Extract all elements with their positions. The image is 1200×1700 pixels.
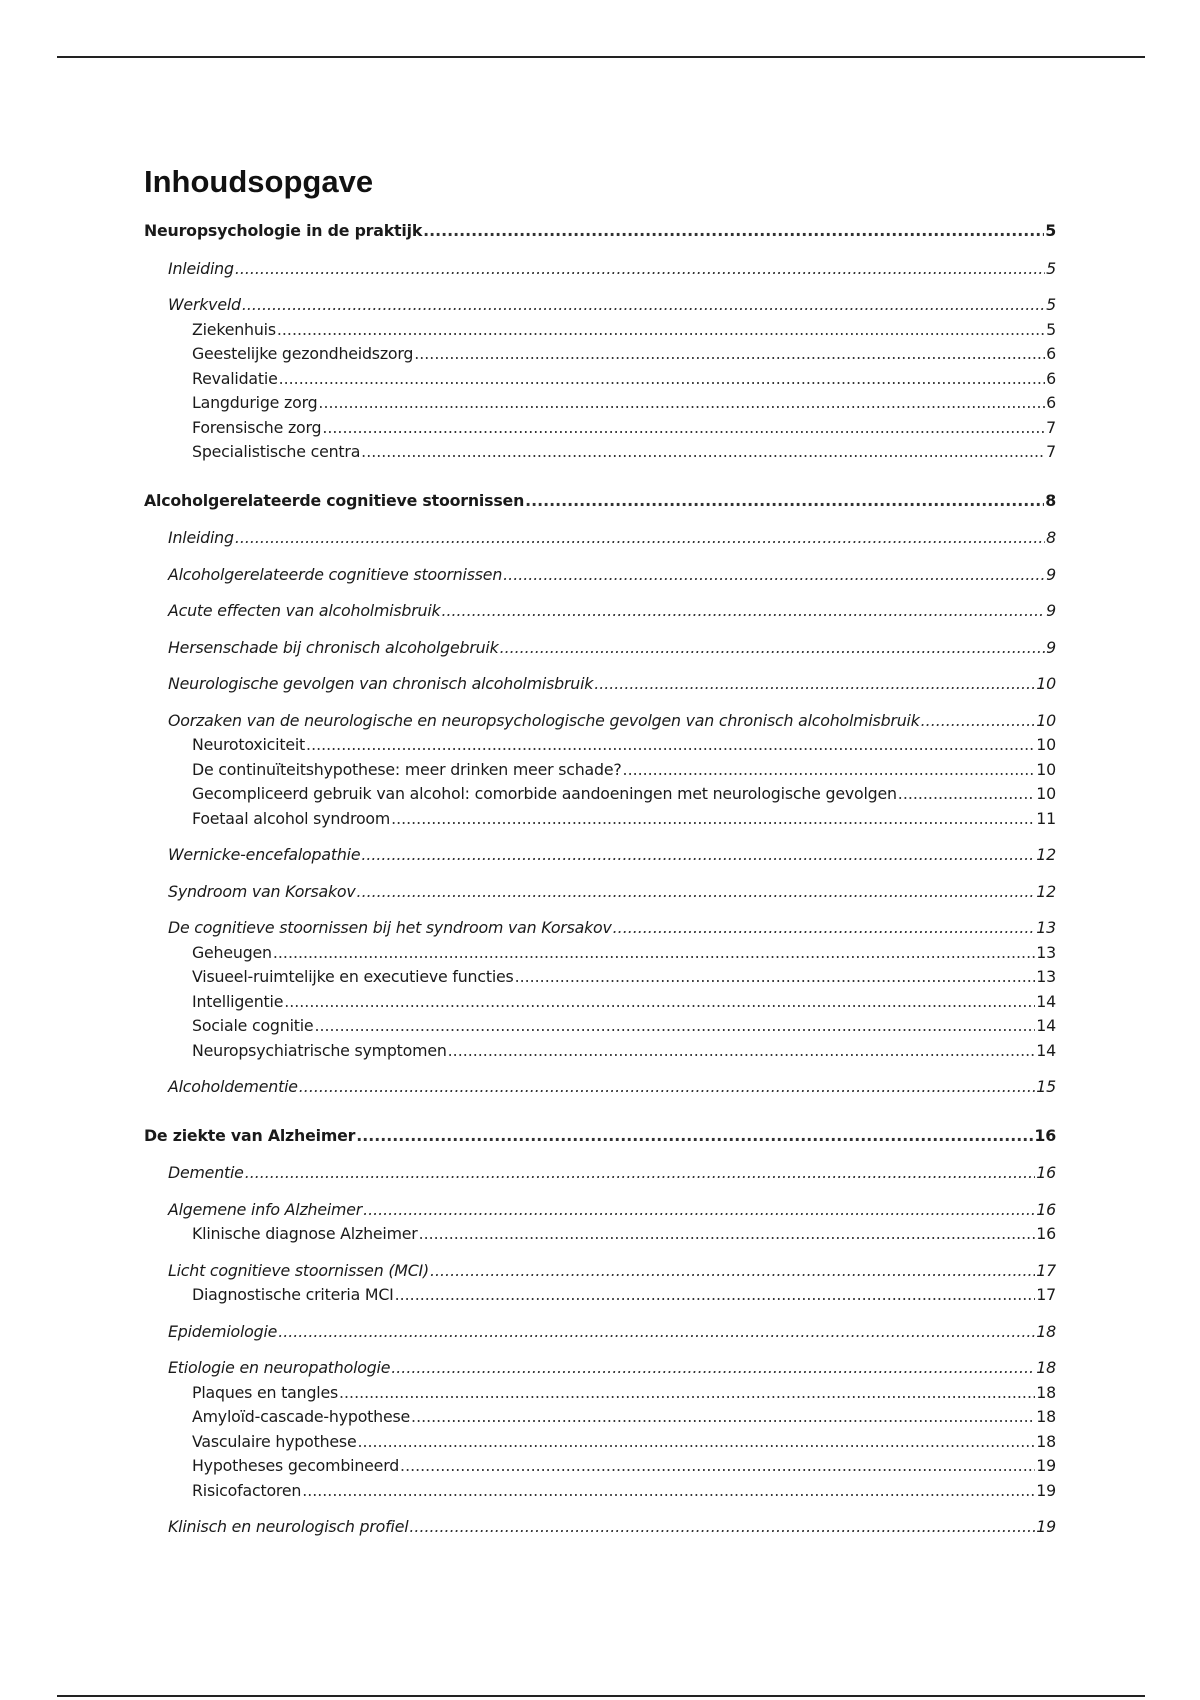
toc-entry-label: Alcoholgerelateerde cognitieve stoornissen <box>168 564 503 584</box>
toc-entry-level-3[interactable] <box>144 782 1056 807</box>
toc-entry-page-number: 19 <box>1036 1517 1056 1536</box>
toc-entry-page-number: 13 <box>1036 942 1056 962</box>
dot-leader <box>357 1430 1035 1455</box>
toc-entry-label: Intelligentie <box>192 991 284 1011</box>
dot-leader <box>921 709 1036 734</box>
toc-entry-label: Langdurige zorg <box>192 393 318 412</box>
toc-entry-page-number: 10 <box>1036 784 1056 803</box>
toc-entry-level-3[interactable] <box>144 367 1056 392</box>
toc-entry-page-number: 14 <box>1036 1016 1056 1035</box>
dot-leader <box>898 782 1036 807</box>
dot-leader <box>525 489 1044 514</box>
toc-entry-level-2[interactable] <box>144 709 1056 734</box>
dot-leader <box>613 916 1036 941</box>
toc-entry-label: Geestelijke gezondheidszorg <box>192 344 414 363</box>
toc-entry-label: Klinische diagnose Alzheimer <box>192 1224 418 1243</box>
toc-entry-page-number: 16 <box>1036 1224 1056 1243</box>
toc-entry-label: Risicofactoren <box>192 1480 302 1500</box>
toc-entry-page-number: 10 <box>1036 710 1056 730</box>
toc-entry-label: De cognitieve stoornissen bij het syndroom van Korsakov <box>168 918 612 937</box>
dot-leader <box>363 1198 1035 1223</box>
toc-entry-level-2[interactable] <box>144 1259 1056 1284</box>
toc-entry-label: Inleiding <box>168 528 234 547</box>
toc-entry-level-3[interactable] <box>144 1283 1056 1308</box>
dot-leader <box>623 758 1036 783</box>
toc-entry-page-number: 18 <box>1036 1321 1056 1341</box>
dot-leader <box>361 843 1035 868</box>
toc-entry-level-2[interactable] <box>144 636 1056 661</box>
toc-entry-level-3[interactable] <box>144 416 1056 441</box>
toc-entry-level-2[interactable] <box>144 1198 1056 1223</box>
dot-leader <box>357 880 1036 905</box>
dot-leader <box>515 965 1036 990</box>
table-of-contents <box>144 162 1056 1540</box>
toc-entry-label: Algemene info Alzheimer <box>168 1199 363 1219</box>
dot-leader <box>278 1320 1035 1345</box>
dot-leader <box>279 367 1046 392</box>
toc-entry-label: Ziekenhuis <box>192 319 276 339</box>
toc-entry-label: De continuïteitshypothese: meer drinken meer schade? <box>192 759 622 779</box>
header-rule <box>57 56 1145 58</box>
toc-entry-page-number: 9 <box>1046 601 1056 620</box>
toc-entry-level-3[interactable] <box>144 391 1056 416</box>
toc-entry-page-number: 5 <box>1046 295 1056 314</box>
toc-entry-label: Klinisch en neurologisch profiel <box>168 1517 409 1536</box>
toc-entry-label: Sociale cognitie <box>192 1016 314 1035</box>
dot-leader <box>409 1515 1035 1540</box>
toc-entry-level-3[interactable] <box>144 807 1056 832</box>
toc-entry-page-number: 12 <box>1036 845 1056 864</box>
toc-entry-label: Alcoholgerelateerde cognitieve stoornissen <box>144 490 525 510</box>
dot-leader <box>242 293 1045 318</box>
toc-entry-level-1[interactable] <box>144 489 1056 514</box>
toc-entries <box>144 219 1056 1540</box>
dot-leader <box>273 941 1035 966</box>
toc-entry-label: Neuropsychologie in de praktijk <box>144 221 423 240</box>
toc-entry-page-number: 8 <box>1046 528 1056 547</box>
dot-leader <box>411 1405 1035 1430</box>
toc-entry-level-3[interactable] <box>144 733 1056 758</box>
footer-rule <box>57 1695 1145 1697</box>
dot-leader <box>423 219 1044 244</box>
toc-entry-level-2[interactable] <box>144 672 1056 697</box>
toc-entry-level-2[interactable] <box>144 1356 1056 1381</box>
dot-leader <box>277 318 1045 343</box>
dot-leader <box>419 1222 1036 1247</box>
toc-entry-level-2[interactable] <box>144 1161 1056 1186</box>
toc-entry-level-3[interactable] <box>144 318 1056 343</box>
toc-entry-page-number: 12 <box>1036 881 1056 901</box>
dot-leader <box>448 1039 1036 1064</box>
toc-entry-page-number: 5 <box>1046 319 1056 339</box>
dot-leader <box>503 563 1045 588</box>
toc-entry-level-3[interactable] <box>144 440 1056 465</box>
toc-entry-label: Etiologie en neuropathologie <box>168 1358 391 1377</box>
toc-entry-page-number: 19 <box>1036 1480 1056 1500</box>
toc-entry-page-number: 8 <box>1045 490 1056 510</box>
toc-entry-level-1[interactable] <box>144 219 1056 244</box>
toc-entry-label: Vasculaire hypothese <box>192 1431 357 1451</box>
toc-entry-page-number: 19 <box>1036 1456 1056 1475</box>
dot-leader <box>391 807 1035 832</box>
toc-entry-page-number: 9 <box>1046 564 1056 584</box>
toc-entry-page-number: 18 <box>1036 1431 1056 1451</box>
toc-entry-level-3[interactable] <box>144 941 1056 966</box>
toc-entry-page-number: 6 <box>1046 344 1056 363</box>
toc-entry-level-3[interactable] <box>144 758 1056 783</box>
toc-entry-page-number: 9 <box>1046 637 1056 657</box>
toc-entry-level-3[interactable] <box>144 342 1056 367</box>
toc-entry-page-number: 6 <box>1046 368 1056 388</box>
dot-leader <box>306 733 1035 758</box>
toc-entry-label: Wernicke-encefalopathie <box>168 845 361 864</box>
toc-entry-page-number: 16 <box>1036 1199 1056 1219</box>
toc-entry-page-number: 7 <box>1046 442 1056 461</box>
toc-entry-label: Hersenschade bij chronisch alcoholgebruik <box>168 637 499 657</box>
toc-entry-level-3[interactable] <box>144 1039 1056 1064</box>
toc-entry-page-number: 7 <box>1046 417 1056 437</box>
dot-leader <box>594 672 1035 697</box>
toc-entry-level-2[interactable] <box>144 843 1056 868</box>
toc-entry-page-number: 15 <box>1036 1077 1056 1096</box>
toc-entry-level-3[interactable] <box>144 1479 1056 1504</box>
toc-entry-label: Neurologische gevolgen van chronisch alcoholmisbruik <box>168 674 594 693</box>
toc-entry-page-number: 13 <box>1036 918 1056 937</box>
toc-entry-label: Gecompliceerd gebruik van alcohol: comorbide aandoeningen met neurologische gevolgen <box>192 784 897 803</box>
toc-entry-label: Dementie <box>168 1163 244 1182</box>
dot-leader <box>322 416 1045 441</box>
toc-entry-level-2[interactable] <box>144 599 1056 624</box>
toc-entry-page-number: 17 <box>1036 1260 1056 1280</box>
toc-entry-label: Werkveld <box>168 295 241 314</box>
toc-entry-level-2[interactable] <box>144 1075 1056 1100</box>
toc-entry-level-2[interactable] <box>144 1515 1056 1540</box>
toc-entry-level-3[interactable] <box>144 965 1056 990</box>
toc-entry-label: Diagnostische criteria MCI <box>192 1285 394 1304</box>
dot-leader <box>430 1259 1035 1284</box>
toc-entry-label: De ziekte van Alzheimer <box>144 1125 356 1145</box>
toc-entry-level-3[interactable] <box>144 1430 1056 1455</box>
toc-entry-page-number: 5 <box>1046 258 1056 278</box>
toc-entry-level-2[interactable] <box>144 1320 1056 1345</box>
dot-leader <box>356 1124 1033 1149</box>
toc-entry-label: Plaques en tangles <box>192 1382 339 1402</box>
dot-leader <box>284 990 1035 1015</box>
dot-leader <box>302 1479 1035 1504</box>
dot-leader <box>400 1454 1035 1479</box>
toc-entry-label: Oorzaken van de neurologische en neuropsychologische gevolgen van chronisch alcoholmisbruik <box>168 710 920 730</box>
toc-entry-level-2[interactable] <box>144 257 1056 282</box>
dot-leader <box>299 1075 1036 1100</box>
dot-leader <box>235 526 1045 551</box>
toc-entry-label: Alcoholdementie <box>168 1077 298 1096</box>
toc-entry-label: Neuropsychiatrische symptomen <box>192 1040 447 1060</box>
dot-leader <box>391 1356 1035 1381</box>
toc-entry-label: Amyloïd-cascade-hypothese <box>192 1407 411 1426</box>
toc-entry-page-number: 5 <box>1045 221 1056 240</box>
toc-entry-page-number: 18 <box>1036 1382 1056 1402</box>
toc-entry-level-1[interactable] <box>144 1124 1056 1149</box>
toc-title: Inhoudsopgave <box>144 164 374 199</box>
toc-entry-page-number: 10 <box>1036 674 1056 693</box>
toc-entry-page-number: 11 <box>1036 808 1056 828</box>
dot-leader <box>314 1014 1035 1039</box>
toc-entry-page-number: 16 <box>1034 1125 1056 1145</box>
toc-entry-page-number: 10 <box>1036 735 1056 754</box>
toc-entry-page-number: 14 <box>1036 991 1056 1011</box>
toc-entry-label: Neurotoxiciteit <box>192 735 306 754</box>
dot-leader <box>414 342 1045 367</box>
toc-entry-level-2[interactable] <box>144 916 1056 941</box>
toc-entry-label: Hypotheses gecombineerd <box>192 1456 400 1475</box>
toc-entry-label: Visueel-ruimtelijke en executieve functies <box>192 967 514 986</box>
toc-entry-label: Foetaal alcohol syndroom <box>192 808 391 828</box>
toc-entry-level-3[interactable] <box>144 1405 1056 1430</box>
toc-entry-level-2[interactable] <box>144 880 1056 905</box>
toc-entry-label: Syndroom van Korsakov <box>168 881 356 901</box>
toc-entry-label: Revalidatie <box>192 368 278 388</box>
toc-entry-level-3[interactable] <box>144 1222 1056 1247</box>
toc-entry-label: Acute effecten van alcoholmisbruik <box>168 601 441 620</box>
dot-leader <box>441 599 1045 624</box>
toc-entry-page-number: 17 <box>1036 1285 1056 1304</box>
dot-leader <box>235 257 1045 282</box>
toc-entry-label: Licht cognitieve stoornissen (MCI) <box>168 1260 429 1280</box>
toc-entry-page-number: 10 <box>1036 759 1056 779</box>
toc-entry-level-3[interactable] <box>144 1381 1056 1406</box>
dot-leader <box>395 1283 1036 1308</box>
toc-entry-page-number: 6 <box>1046 393 1056 412</box>
toc-entry-page-number: 14 <box>1036 1040 1056 1060</box>
toc-entry-level-2[interactable] <box>144 563 1056 588</box>
toc-entry-label: Specialistische centra <box>192 442 361 461</box>
toc-entry-level-2[interactable] <box>144 526 1056 551</box>
dot-leader <box>245 1161 1036 1186</box>
toc-entry-label: Geheugen <box>192 942 272 962</box>
dot-leader <box>361 440 1045 465</box>
dot-leader <box>318 391 1045 416</box>
toc-entry-level-2[interactable] <box>144 293 1056 318</box>
toc-entry-level-3[interactable] <box>144 1014 1056 1039</box>
toc-entry-level-3[interactable] <box>144 990 1056 1015</box>
toc-entry-label: Forensische zorg <box>192 417 322 437</box>
dot-leader <box>500 636 1046 661</box>
dot-leader <box>339 1381 1035 1406</box>
toc-entry-page-number: 13 <box>1036 967 1056 986</box>
toc-entry-label: Inleiding <box>168 258 234 278</box>
toc-entry-level-3[interactable] <box>144 1454 1056 1479</box>
toc-entry-page-number: 18 <box>1036 1407 1056 1426</box>
toc-entry-label: Epidemiologie <box>168 1321 278 1341</box>
toc-entry-page-number: 16 <box>1036 1163 1056 1182</box>
toc-entry-page-number: 18 <box>1036 1358 1056 1377</box>
